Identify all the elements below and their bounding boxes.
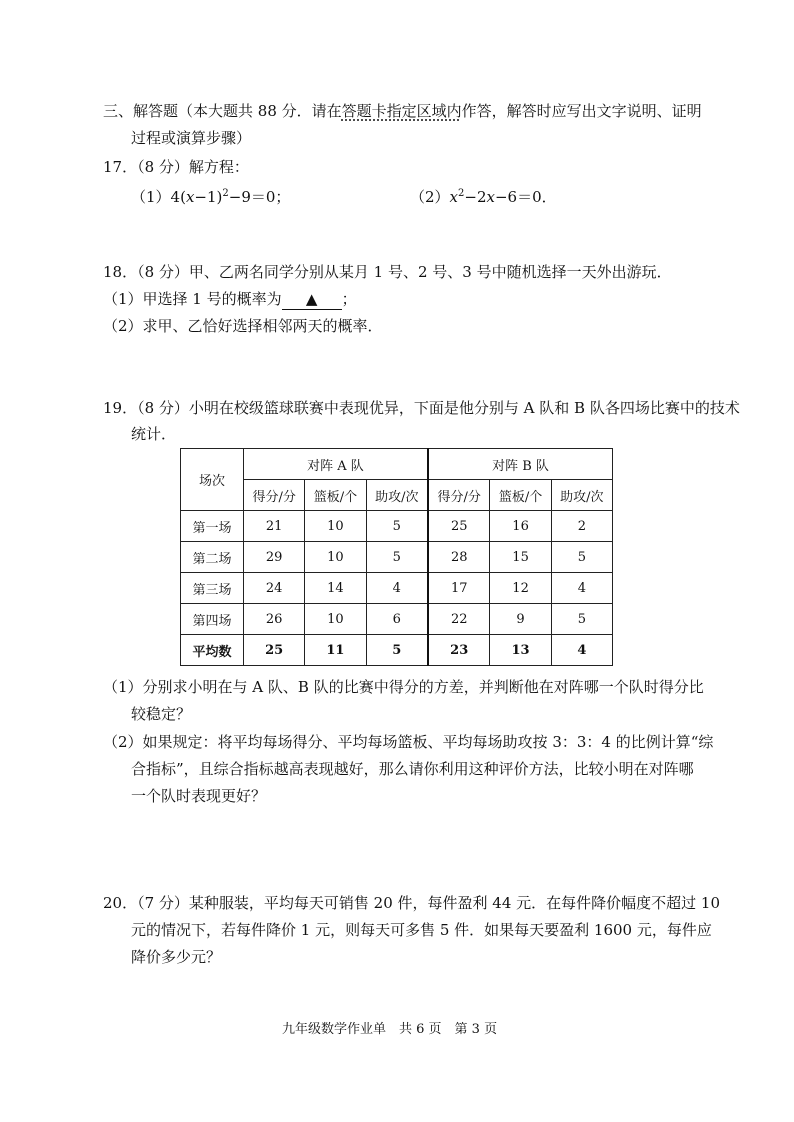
q18-part1 [103,289,357,310]
table-cell: 22 [428,604,490,635]
table-cell: 29 [244,542,305,573]
table-cell: 17 [428,573,490,604]
row-label: 第三场 [181,573,244,604]
q18-part1-end: ； [341,290,357,308]
q19-part2-line1: （2）如果规定：将平均每场得分、平均每场篮板、平均每场助攻按 3：3：4 的比例计算“综 [103,733,714,751]
q18-stem: 18．（8 分）甲、乙两名同学分别从某月 1 号、2 号、3 号中随机选择一天外出游玩． [103,263,672,281]
table-cell: 25 [244,635,305,666]
section-title [103,101,702,121]
table-cell: 28 [428,542,490,573]
table-cell: 9 [490,604,551,635]
q19-part2-line2: 合指标”，且综合指标越高表现越好，那么请你利用这种评价方法，比较小明在对阵哪 [131,760,694,778]
table-cell: 24 [244,573,305,604]
table-row-average [181,635,613,666]
table-cell: 4 [551,635,612,666]
table-cell: 10 [305,604,366,635]
table-cell: 25 [428,511,490,542]
table-cell: 2 [551,511,612,542]
table-cell: 5 [551,542,612,573]
table-cell: 23 [428,635,490,666]
col-header: 篮板/个 [490,480,551,511]
q20-line1: 20．（7 分）某种服装，平均每天可销售 20 件，每件盈利 44 元．在每件降价幅度不超过 10 [103,894,721,912]
q19-part2-line3: 一个队时表现更好？ [131,787,267,805]
table-cell: 4 [551,573,612,604]
section-title-emphasis: 答题卡指定区域内 [341,102,462,120]
section-title-line2: 过程或演算步骤） [131,129,252,147]
table-cell: 6 [366,604,428,635]
q17-part2 [410,184,557,207]
table-cell: 12 [490,573,551,604]
q17-part2-suffix: −6＝0． [494,188,557,206]
row-label: 第一场 [181,511,244,542]
table-cell: 5 [551,604,612,635]
q17-part1-prefix: （1）4( [131,188,186,206]
table-row [181,604,613,635]
table-cell: 26 [244,604,305,635]
q17-part1-var: x [185,188,195,206]
col-header: 助攻/次 [551,480,612,511]
table-cell: 5 [366,542,428,573]
q17-part2-var2: x [486,188,495,206]
table-cell: 10 [305,511,366,542]
q17-part2-prefix: （2） [410,188,450,206]
table-cell: 4 [366,573,428,604]
q17-part2-mid: −2 [464,188,487,206]
table-corner: 场次 [181,449,244,511]
col-header: 得分/分 [428,480,490,511]
q17-part1-suffix: −9＝0； [228,188,291,206]
q18-part1-text: （1）甲选择 1 号的概率为 [103,290,282,308]
row-label: 第二场 [181,542,244,573]
table-row [181,542,613,573]
table-cell: 10 [305,542,366,573]
page-footer: 九年级数学作业单 共 6 页 第 3 页 [282,1022,498,1037]
q17-part2-exp: 2 [458,188,465,199]
answer-blank[interactable]: ▲ [282,289,342,310]
table-row [181,511,613,542]
table-header-row [181,449,613,480]
q17-part2-var1: x [449,188,459,206]
table-cell: 21 [244,511,305,542]
section-title-part-c: 作答，解答时应写出文字说明、证明 [461,102,702,120]
col-header: 得分/分 [244,480,305,511]
group-b-header: 对阵 B 队 [428,449,613,480]
table-cell: 5 [366,635,428,666]
table-cell: 15 [490,542,551,573]
q17-part1-exp: 2 [222,188,229,199]
q20-line2: 元的情况下，若每件降价 1 元，则每天可多售 5 件．如果每天要盈利 1600 元，每件应 [131,921,712,939]
row-label: 平均数 [181,635,244,666]
table-cell: 13 [490,635,551,666]
q19-part1-line1: （1）分别求小明在与 A 队、B 队的比赛中得分的方差，并判断他在对阵哪一个队时得分比 [103,678,704,696]
col-header: 篮板/个 [305,480,366,511]
table-row [181,573,613,604]
q20-line3: 降价多少元？ [131,948,222,966]
q19-stem-line2: 统计． [131,425,177,443]
stats-table [180,448,613,666]
table-cell: 11 [305,635,366,666]
q17-stem: 17．（8 分）解方程： [103,158,249,176]
row-label: 第四场 [181,604,244,635]
table-cell: 16 [490,511,551,542]
section-title-part-a: 三、解答题（本大题共 88 分．请在 [103,102,342,120]
q17-part1 [131,184,290,207]
table-cell: 5 [366,511,428,542]
q18-part2: （2）求甲、乙恰好选择相邻两天的概率． [103,317,383,335]
table-cell: 14 [305,573,366,604]
group-a-header: 对阵 A 队 [244,449,428,480]
q19-part1-line2: 较稳定？ [131,705,192,723]
q19-stem-line1: 19．（8 分）小明在校级篮球联赛中表现优异，下面是他分别与 A 队和 B 队各四场比赛中的技术 [103,399,740,417]
table-subheader-row [181,480,613,511]
q17-part1-mid: −1) [194,188,223,206]
col-header: 助攻/次 [366,480,428,511]
